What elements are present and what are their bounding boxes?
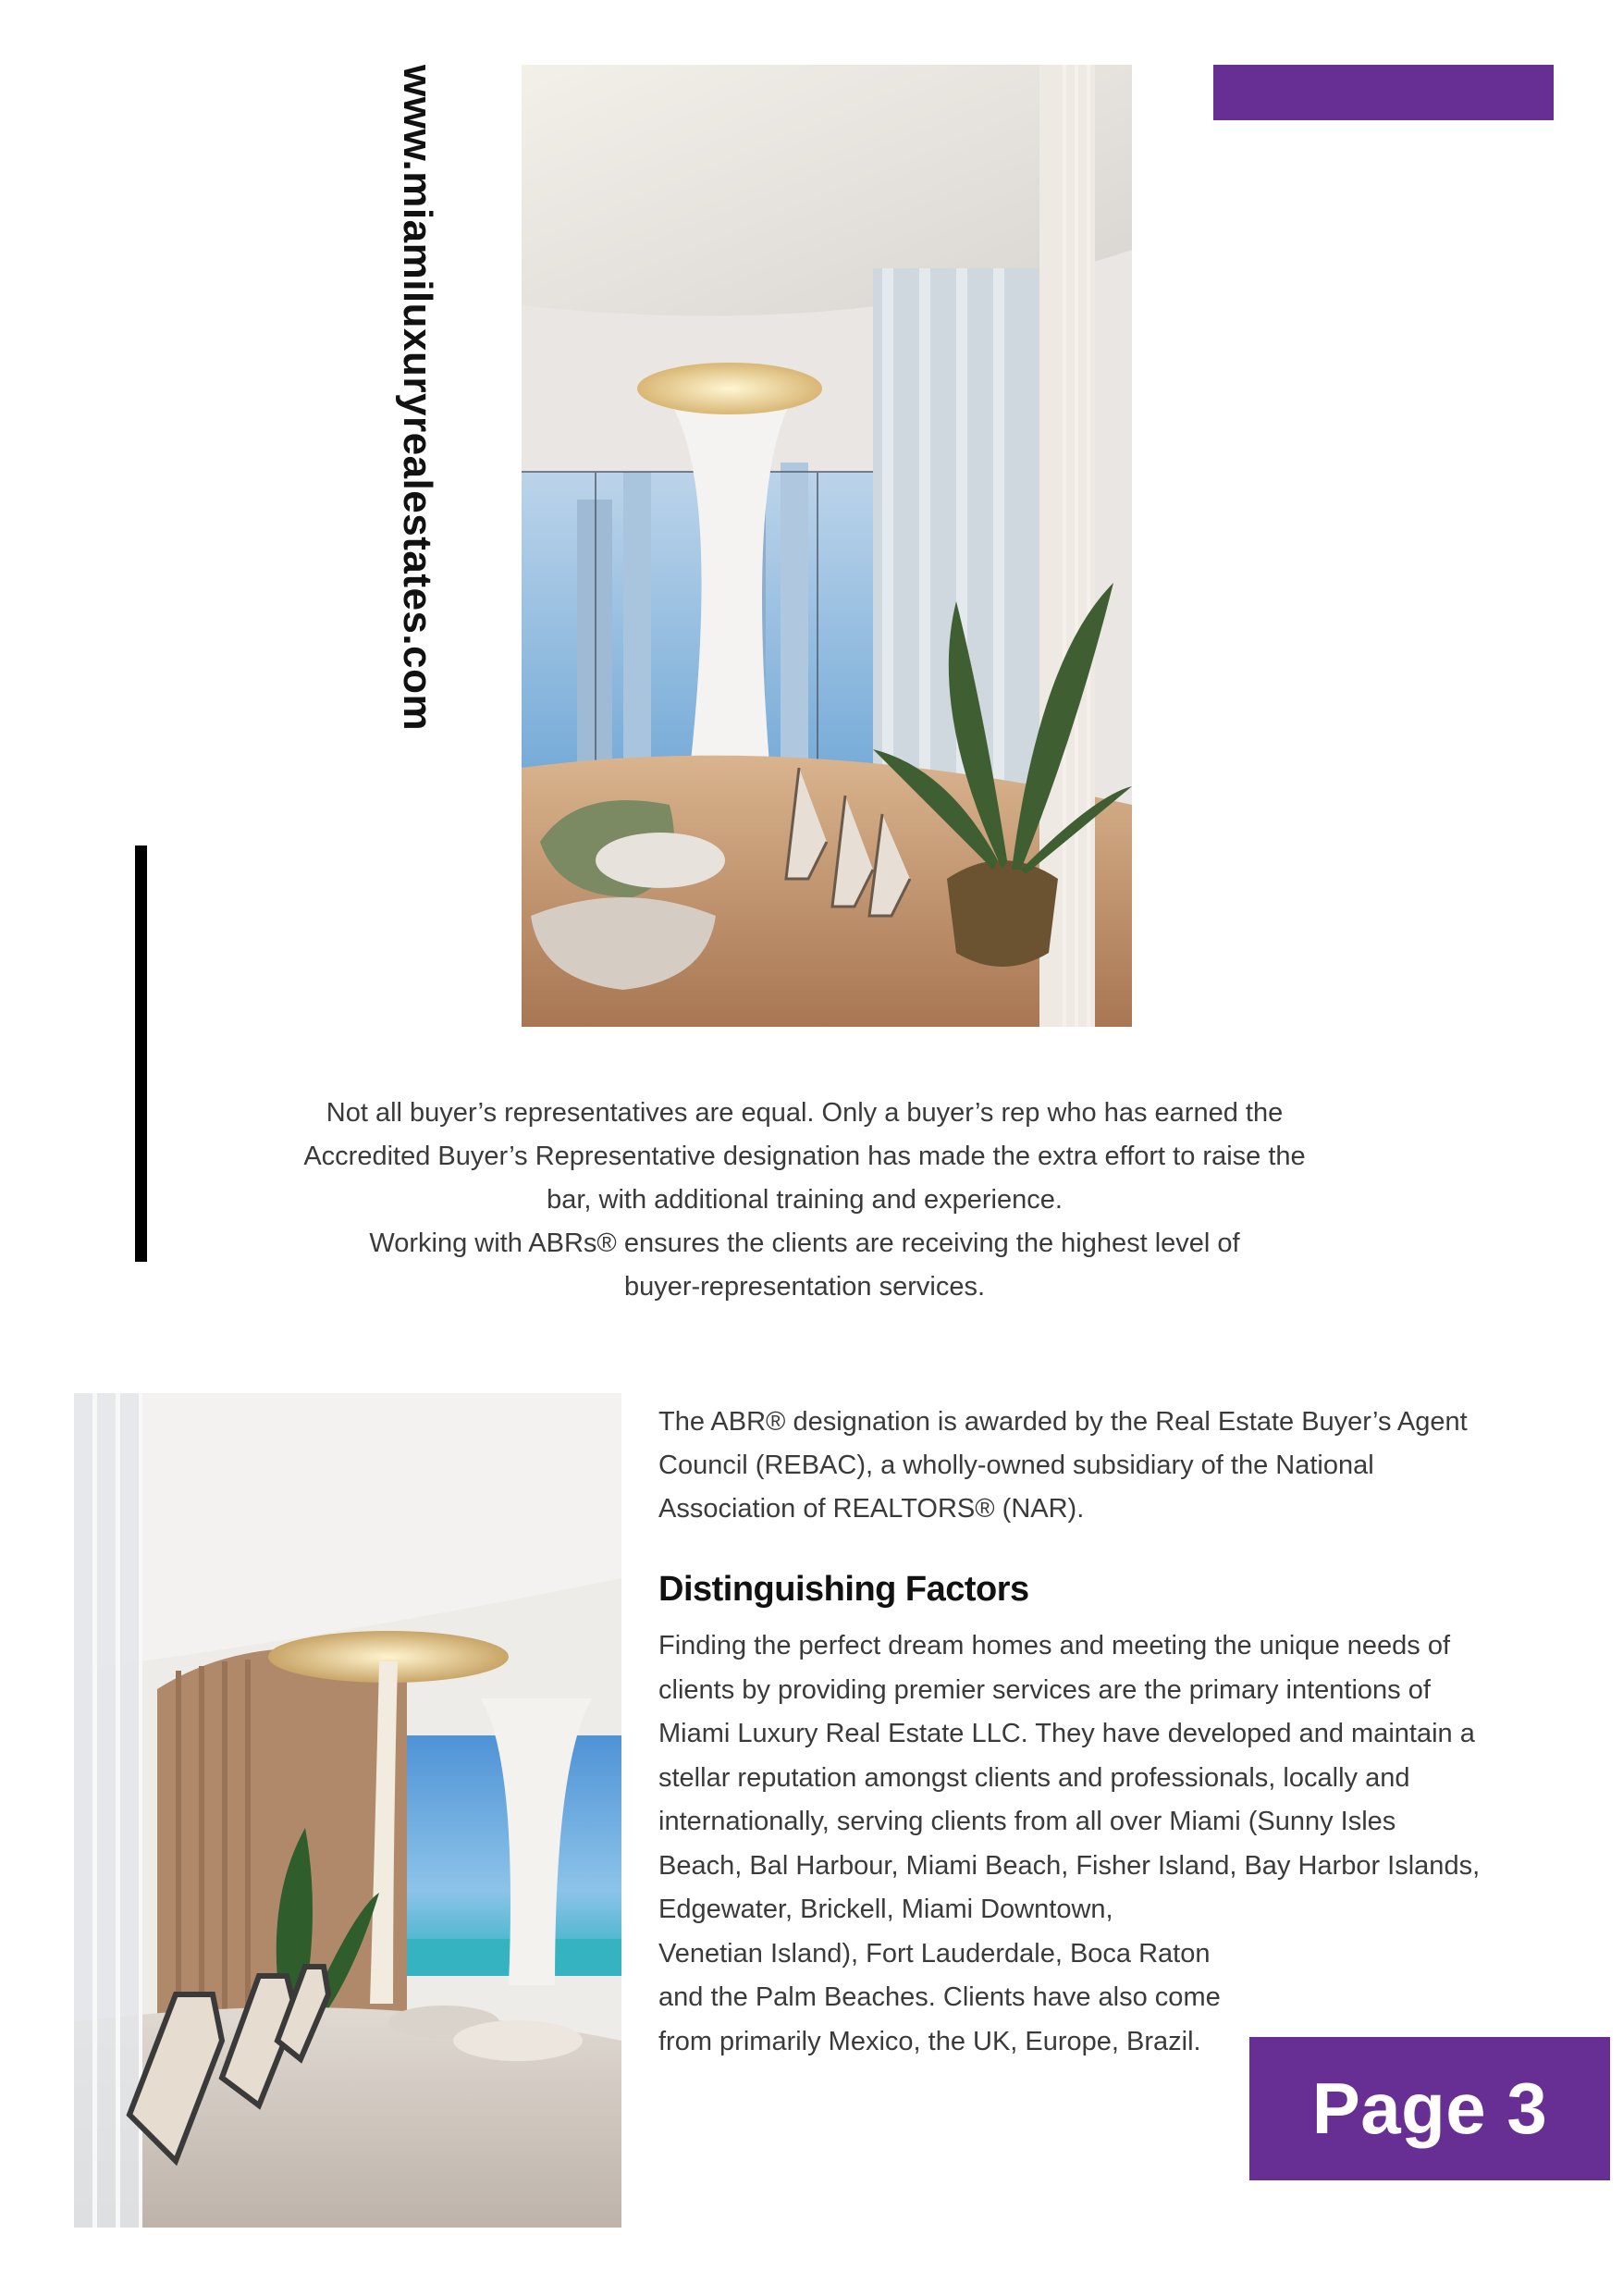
body-line: Finding the perfect dream homes and meeting the unique needs of bbox=[658, 1631, 1451, 1660]
body-line: Beach, Bal Harbour, Miami Beach, Fisher Island, Bay Harbor Islands, bbox=[658, 1850, 1481, 1881]
intro-line: buyer-representation services. bbox=[623, 1272, 986, 1302]
body-line: Venetian Island), Fort Lauderdale, Boca Raton bbox=[658, 1938, 1211, 1969]
intro-line: Accredited Buyer’s Representative designation has made the extra effort to raise the bbox=[303, 1142, 1306, 1171]
intro-line: bar, with additional training and experience. bbox=[547, 1185, 1063, 1215]
intro-paragraph bbox=[259, 1092, 1350, 1309]
body-line: Miami Luxury Real Estate LLC. They have developed and maintain a bbox=[658, 1719, 1475, 1748]
abr-line: The ABR® designation is awarded by the Real Estate Buyer’s Agent bbox=[658, 1407, 1468, 1437]
body-line: and the Palm Beaches. Clients have also come bbox=[658, 1982, 1221, 2012]
body-line: stellar reputation amongst clients and professionals, locally and bbox=[658, 1762, 1410, 1793]
body-line: internationally, serving clients from all over Miami (Sunny Isles bbox=[658, 1807, 1396, 1836]
decorative-divider bbox=[135, 846, 147, 1262]
intro-line: Working with ABRs® ensures the clients are receiving the highest level of bbox=[369, 1228, 1240, 1258]
body-line: Edgewater, Brickell, Miami Downtown, bbox=[658, 1895, 1113, 1924]
abr-line: Association of REALTORS® (NAR). bbox=[658, 1494, 1085, 1524]
gym-ocean-view-photo bbox=[74, 1393, 621, 2228]
body-line: from primarily Mexico, the UK, Europe, Brazil. bbox=[658, 2026, 1201, 2056]
abr-paragraph bbox=[658, 1401, 1509, 1531]
abr-line: Council (REBAC), a wholly-owned subsidiary of the National bbox=[658, 1450, 1374, 1480]
right-column bbox=[658, 1401, 1509, 2064]
accent-bar bbox=[1213, 65, 1554, 120]
body-line: clients by providing premier services are the primary intentions of bbox=[658, 1674, 1431, 1705]
intro-line: Not all buyer’s representatives are equal. Only a buyer’s rep who has earned the bbox=[326, 1098, 1284, 1128]
gym-interior-photo bbox=[522, 65, 1132, 1027]
distinguishing-factors-paragraph bbox=[658, 1624, 1509, 2064]
section-heading: Distinguishing Factors bbox=[658, 1570, 1029, 1609]
website-url: www.miamiluxuryrealestates.com bbox=[395, 65, 440, 732]
page-number-badge: Page 3 bbox=[1249, 2037, 1610, 2180]
